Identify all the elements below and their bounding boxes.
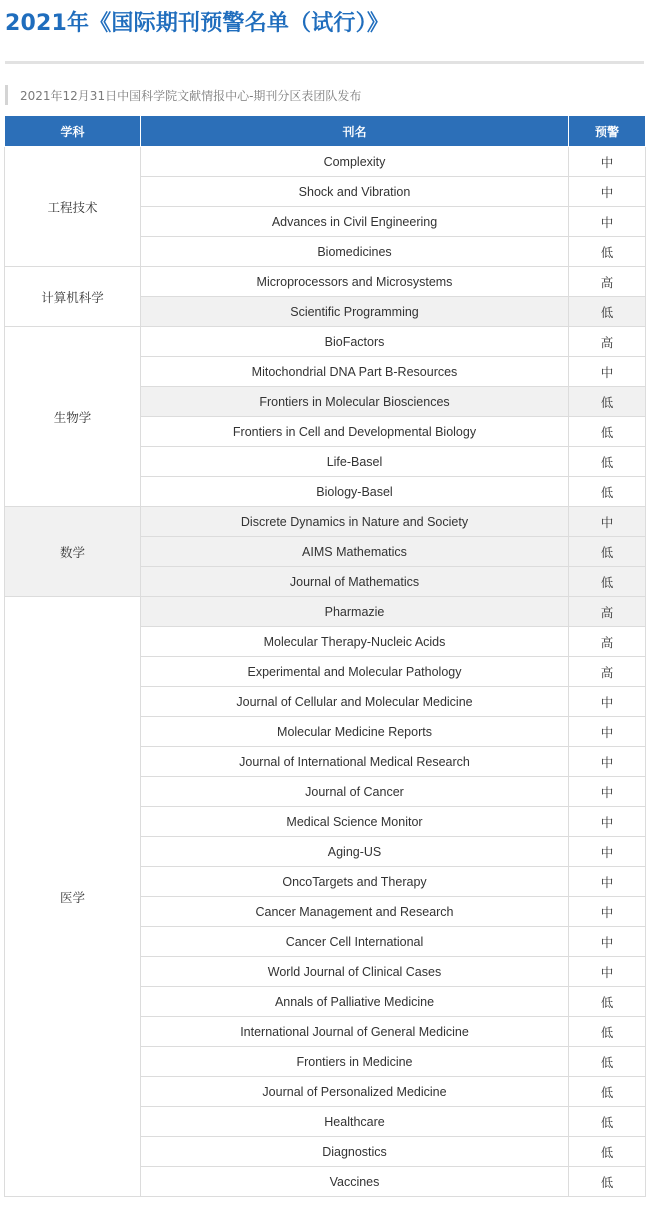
journal-name-cell: Pharmazie	[141, 597, 569, 627]
publication-note: 2021年12月31日中国科学院文献情报中心-期刊分区表团队发布	[20, 89, 362, 103]
title-divider	[5, 61, 644, 64]
warning-level-cell: 中	[569, 747, 646, 777]
subject-cell: 数学	[5, 507, 141, 597]
journal-name-cell: Biology-Basel	[141, 477, 569, 507]
journal-name-cell: Vaccines	[141, 1167, 569, 1197]
journal-name-cell: Frontiers in Molecular Biosciences	[141, 387, 569, 417]
journal-name-cell: Complexity	[141, 147, 569, 177]
journal-name-cell: Experimental and Molecular Pathology	[141, 657, 569, 687]
warning-level-cell: 中	[569, 837, 646, 867]
journal-name-cell: Medical Science Monitor	[141, 807, 569, 837]
warning-level-cell: 高	[569, 327, 646, 357]
journal-name-cell: Cancer Management and Research	[141, 897, 569, 927]
journal-name-cell: Advances in Civil Engineering	[141, 207, 569, 237]
journal-name-cell: Scientific Programming	[141, 297, 569, 327]
journal-name-cell: International Journal of General Medicine	[141, 1017, 569, 1047]
journal-name-cell: Annals of Palliative Medicine	[141, 987, 569, 1017]
table-body	[5, 147, 646, 1197]
warning-level-cell: 低	[569, 1137, 646, 1167]
journal-name-cell: Frontiers in Medicine	[141, 1047, 569, 1077]
warning-level-cell: 低	[569, 417, 646, 447]
warning-level-cell: 中	[569, 777, 646, 807]
journal-name-cell: World Journal of Clinical Cases	[141, 957, 569, 987]
journal-name-cell: Cancer Cell International	[141, 927, 569, 957]
warning-level-cell: 低	[569, 387, 646, 417]
warning-level-cell: 低	[569, 1077, 646, 1107]
warning-level-cell: 低	[569, 1047, 646, 1077]
warning-level-cell: 低	[569, 1167, 646, 1197]
journal-name-cell: AIMS Mathematics	[141, 537, 569, 567]
warning-level-cell: 低	[569, 447, 646, 477]
journal-name-cell: Journal of Personalized Medicine	[141, 1077, 569, 1107]
journal-name-cell: Molecular Therapy-Nucleic Acids	[141, 627, 569, 657]
note-accent-bar	[5, 85, 8, 105]
table-row	[5, 597, 646, 627]
page-title: 2021年《国际期刊预警名单（试行）》	[5, 11, 390, 36]
warning-level-cell: 中	[569, 867, 646, 897]
journal-name-cell: Shock and Vibration	[141, 177, 569, 207]
warning-level-cell: 中	[569, 207, 646, 237]
column-header-warning: 预警	[569, 116, 646, 147]
table-row	[5, 147, 646, 177]
warning-level-cell: 低	[569, 1107, 646, 1137]
journal-name-cell: Microprocessors and Microsystems	[141, 267, 569, 297]
warning-level-cell: 中	[569, 717, 646, 747]
warning-level-cell: 中	[569, 687, 646, 717]
warning-level-cell: 低	[569, 567, 646, 597]
subject-cell: 计算机科学	[5, 267, 141, 327]
warning-level-cell: 中	[569, 357, 646, 387]
column-header-subject: 学科	[5, 116, 141, 147]
journal-name-cell: Journal of Mathematics	[141, 567, 569, 597]
warning-level-cell: 低	[569, 987, 646, 1017]
journal-name-cell: Journal of Cancer	[141, 777, 569, 807]
warning-level-cell: 高	[569, 267, 646, 297]
journal-name-cell: Mitochondrial DNA Part B-Resources	[141, 357, 569, 387]
journal-name-cell: Aging-US	[141, 837, 569, 867]
warning-level-cell: 低	[569, 537, 646, 567]
table-row	[5, 267, 646, 297]
table-row	[5, 327, 646, 357]
journal-name-cell: Biomedicines	[141, 237, 569, 267]
warning-level-cell: 中	[569, 807, 646, 837]
journal-name-cell: OncoTargets and Therapy	[141, 867, 569, 897]
warning-level-cell: 中	[569, 147, 646, 177]
journal-name-cell: Discrete Dynamics in Nature and Society	[141, 507, 569, 537]
journal-warning-table	[4, 115, 646, 1197]
journal-name-cell: Life-Basel	[141, 447, 569, 477]
subject-cell: 医学	[5, 597, 141, 1197]
journal-name-cell: Healthcare	[141, 1107, 569, 1137]
warning-level-cell: 高	[569, 627, 646, 657]
column-header-journal: 刊名	[141, 116, 569, 147]
warning-level-cell: 中	[569, 957, 646, 987]
journal-name-cell: Diagnostics	[141, 1137, 569, 1167]
warning-level-cell: 低	[569, 1017, 646, 1047]
journal-name-cell: BioFactors	[141, 327, 569, 357]
warning-level-cell: 高	[569, 657, 646, 687]
warning-level-cell: 中	[569, 927, 646, 957]
warning-level-cell: 低	[569, 297, 646, 327]
journal-name-cell: Frontiers in Cell and Developmental Biology	[141, 417, 569, 447]
table-header-row	[5, 116, 646, 147]
table-row	[5, 507, 646, 537]
journal-name-cell: Journal of Cellular and Molecular Medicine	[141, 687, 569, 717]
journal-name-cell: Molecular Medicine Reports	[141, 717, 569, 747]
warning-level-cell: 中	[569, 507, 646, 537]
subject-cell: 生物学	[5, 327, 141, 507]
warning-level-cell: 中	[569, 897, 646, 927]
journal-name-cell: Journal of International Medical Research	[141, 747, 569, 777]
warning-level-cell: 低	[569, 237, 646, 267]
warning-level-cell: 中	[569, 177, 646, 207]
warning-level-cell: 低	[569, 477, 646, 507]
warning-level-cell: 高	[569, 597, 646, 627]
subject-cell: 工程技术	[5, 147, 141, 267]
